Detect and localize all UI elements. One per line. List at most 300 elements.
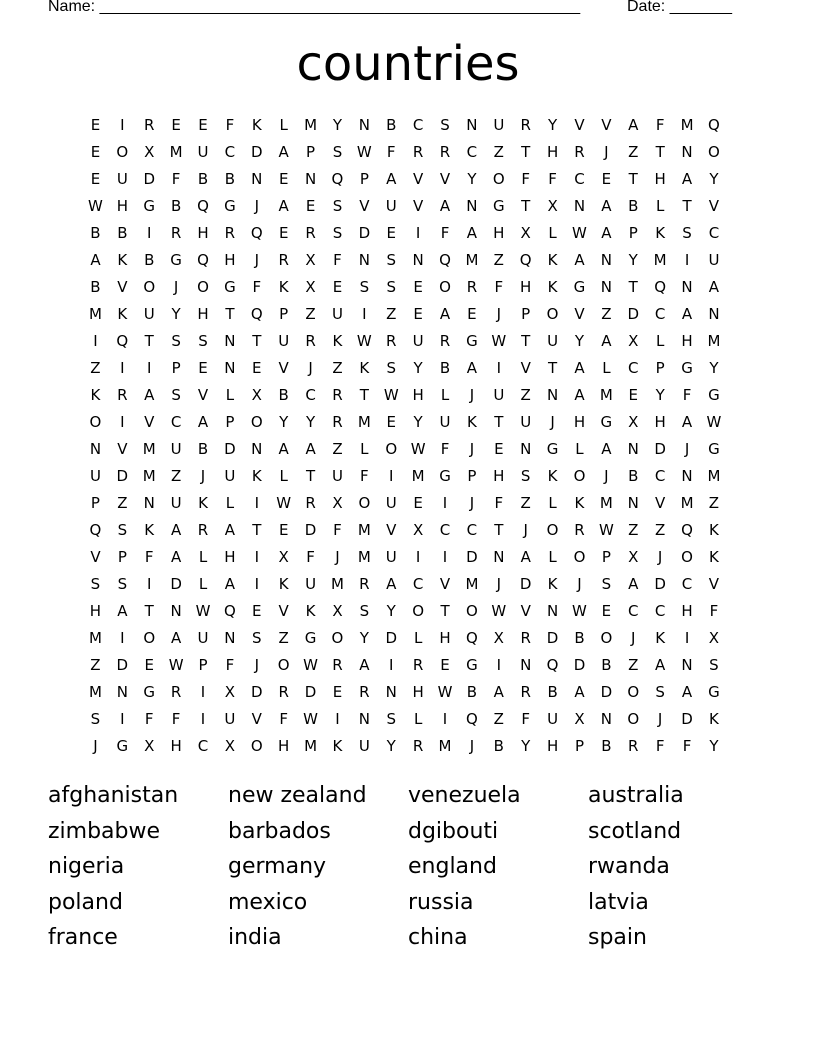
grid-letter: W (356, 332, 372, 350)
grid-letter: M (304, 737, 318, 755)
grid-letter: E (494, 440, 504, 458)
word-list-item: venezuela (408, 783, 521, 808)
grid-letter: A (117, 602, 128, 620)
grid-letter: C (412, 575, 424, 593)
grid-letter: F (682, 386, 692, 404)
grid-letter: P (601, 548, 611, 566)
grid-letter: A (144, 386, 155, 404)
grid-letter: G (224, 278, 236, 296)
grid-letter: Z (493, 251, 504, 269)
grid-letter: J (200, 467, 206, 485)
grid-letter: I (200, 683, 206, 701)
grid-letter: A (655, 656, 666, 674)
grid-letter: S (359, 278, 370, 296)
grid-letter: H (170, 737, 182, 755)
grid-letter: B (197, 440, 209, 458)
grid-letter: S (386, 359, 396, 377)
grid-letter: K (332, 332, 343, 350)
grid-letter: S (520, 467, 531, 485)
grid-letter: F (144, 710, 154, 728)
grid-letter: K (547, 278, 558, 296)
grid-letter: K (117, 251, 128, 269)
grid-letter: B (224, 170, 236, 188)
grid-letter: N (627, 440, 639, 458)
grid-letter: O (627, 710, 640, 728)
grid-letter: B (90, 224, 101, 242)
grid-letter: W (383, 386, 399, 404)
grid-letter: O (573, 548, 586, 566)
grid-letter: B (386, 116, 397, 134)
grid-letter: N (89, 440, 102, 458)
grid-letter: B (117, 224, 128, 242)
grid-letter: D (358, 224, 371, 242)
grid-letter: I (496, 359, 502, 377)
grid-letter: H (197, 305, 209, 323)
grid-letter: A (359, 656, 370, 674)
word-list-item: scotland (588, 818, 682, 844)
grid-letter: N (358, 251, 370, 269)
grid-letter: W (303, 710, 318, 728)
grid-letter: S (252, 629, 262, 647)
grid-letter: E (413, 278, 423, 296)
grid-letter: G (304, 629, 317, 647)
grid-letter: Q (250, 305, 263, 323)
grid-letter: E (198, 359, 208, 377)
grid-letter: F (171, 170, 181, 188)
grid-letter: F (333, 251, 342, 269)
grid-letter: V (413, 170, 424, 188)
grid-letter: U (197, 143, 209, 161)
grid-letter: E (171, 116, 181, 134)
grid-letter: X (305, 278, 316, 296)
grid-letter: U (224, 467, 236, 485)
grid-letter: W (168, 656, 184, 674)
grid-letter: E (332, 278, 343, 296)
grid-letter: C (574, 170, 585, 188)
grid-letter: X (224, 737, 236, 755)
grid-letter: Z (628, 656, 639, 674)
grid-letter: I (147, 575, 152, 593)
grid-letter: T (144, 602, 154, 620)
grid-letter: A (520, 548, 531, 566)
grid-letter: Q (681, 521, 693, 539)
grid-letter: K (547, 467, 558, 485)
grid-letter: H (224, 548, 236, 566)
grid-letter: K (547, 251, 558, 269)
grid-letter: S (171, 332, 181, 350)
grid-letter: H (546, 737, 559, 755)
grid-letter: I (335, 710, 340, 728)
grid-letter: X (520, 224, 531, 242)
grid-letter: H (89, 602, 102, 620)
grid-letter: T (628, 278, 638, 296)
grid-letter: U (170, 440, 182, 458)
grid-letter: Y (467, 170, 477, 188)
grid-letter: Y (305, 413, 316, 431)
grid-letter: Q (197, 197, 209, 215)
grid-letter: T (521, 332, 531, 350)
grid-letter: O (116, 143, 129, 161)
grid-letter: J (93, 737, 98, 755)
grid-letter: M (411, 467, 425, 485)
grid-letter: R (305, 494, 316, 512)
name-field-label: Name: ______________________________________________________ (48, 0, 581, 15)
grid-letter: N (251, 170, 263, 188)
grid-letter: U (520, 413, 532, 431)
grid-letter: D (251, 143, 263, 161)
grid-letter: X (332, 602, 343, 620)
grid-letter: A (628, 575, 639, 593)
grid-letter: F (252, 278, 262, 296)
grid-letter: J (469, 494, 475, 512)
grid-letter: O (143, 629, 156, 647)
grid-letter: K (332, 737, 343, 755)
grid-letter: B (601, 737, 612, 755)
grid-letter: Z (520, 494, 531, 512)
grid-letter: I (147, 359, 152, 377)
grid-letter: V (278, 602, 289, 620)
grid-letter: Z (601, 305, 612, 323)
grid-letter: A (574, 683, 585, 701)
word-list-item: india (228, 925, 282, 951)
grid-letter: N (224, 359, 236, 377)
grid-letter: M (142, 467, 156, 485)
grid-letter: P (225, 413, 235, 431)
grid-letter: K (198, 494, 208, 512)
grid-letter: Z (278, 629, 289, 647)
grid-letter: A (574, 386, 585, 404)
grid-letter: V (574, 116, 585, 134)
grid-letter: N (143, 494, 155, 512)
grid-letter: X (224, 683, 236, 701)
grid-letter: T (252, 521, 262, 539)
grid-letter: T (548, 359, 558, 377)
grid-letter: T (521, 143, 531, 161)
grid-letter: S (709, 656, 719, 674)
grid-letter: X (305, 251, 316, 269)
grid-letter: R (117, 386, 128, 404)
grid-letter: H (278, 737, 290, 755)
grid-letter: C (170, 413, 182, 431)
grid-letter: A (170, 548, 182, 566)
grid-letter: P (467, 467, 477, 485)
grid-letter: G (466, 656, 478, 674)
grid-letter: L (225, 386, 235, 404)
grid-letter: B (547, 683, 558, 701)
grid-letter: T (682, 197, 692, 215)
grid-letter: K (574, 494, 585, 512)
grid-letter: I (362, 305, 367, 323)
grid-letter: F (709, 602, 719, 620)
grid-letter: H (654, 413, 666, 431)
grid-letter: A (681, 683, 693, 701)
word-list-item: rwanda (588, 854, 670, 880)
grid-letter: Y (521, 737, 531, 755)
grid-letter: F (386, 143, 396, 161)
grid-letter: L (602, 359, 611, 377)
grid-letter: B (493, 737, 504, 755)
grid-letter: Z (708, 494, 720, 512)
grid-letter: W (572, 224, 587, 242)
grid-letter: S (90, 710, 101, 728)
grid-letter: R (466, 278, 478, 296)
grid-letter: R (439, 143, 451, 161)
grid-letter: C (439, 521, 451, 539)
grid-letter: U (385, 197, 397, 215)
grid-letter: O (358, 494, 371, 512)
grid-letter: S (171, 386, 181, 404)
letter-grid (82, 112, 727, 760)
grid-letter: G (708, 683, 720, 701)
grid-letter: Y (413, 359, 423, 377)
grid-letter: M (599, 386, 613, 404)
grid-letter: V (359, 197, 370, 215)
grid-letter: A (278, 440, 289, 458)
grid-letter: Q (654, 278, 667, 296)
grid-letter: W (706, 413, 722, 431)
grid-letter: U (170, 494, 182, 512)
grid-letter: B (466, 683, 478, 701)
grid-letter: H (546, 143, 559, 161)
grid-letter: F (306, 548, 315, 566)
grid-letter: H (520, 278, 532, 296)
grid-letter: D (600, 683, 613, 701)
grid-letter: V (117, 440, 128, 458)
grid-letter: B (574, 629, 585, 647)
grid-letter: J (523, 521, 528, 539)
grid-letter: K (305, 602, 316, 620)
grid-letter: F (655, 737, 665, 755)
grid-letter: J (604, 143, 609, 161)
grid-letter: E (332, 683, 343, 701)
grid-letter: A (224, 575, 236, 593)
grid-letter: D (654, 575, 666, 593)
grid-letter: A (493, 683, 504, 701)
grid-letter: M (169, 143, 183, 161)
grid-letter: I (120, 359, 125, 377)
grid-letter: M (653, 251, 667, 269)
grid-letter: N (546, 602, 559, 620)
date-field-label: Date: _______ (627, 0, 732, 15)
grid-letter: K (709, 521, 719, 539)
grid-letter: F (144, 548, 154, 566)
grid-letter: A (278, 143, 289, 161)
grid-letter: H (412, 386, 424, 404)
grid-letter: M (357, 521, 371, 539)
grid-letter: Q (89, 521, 102, 539)
grid-letter: J (496, 575, 502, 593)
grid-letter: I (415, 548, 421, 566)
grid-letter: U (116, 170, 128, 188)
grid-letter: H (681, 332, 693, 350)
grid-letter: G (708, 440, 720, 458)
grid-letter: L (575, 440, 584, 458)
grid-letter: L (225, 494, 235, 512)
grid-letter: E (90, 143, 101, 161)
grid-letter: C (466, 143, 478, 161)
grid-letter: L (413, 710, 423, 728)
grid-letter: O (250, 413, 263, 431)
grid-letter: R (386, 332, 397, 350)
grid-letter: I (684, 629, 690, 647)
grid-letter: Z (628, 143, 639, 161)
grid-letter: Z (493, 143, 504, 161)
grid-letter: H (573, 413, 586, 431)
word-list-item: new zealand (228, 783, 367, 808)
grid-letter: I (389, 656, 394, 674)
grid-letter: G (546, 440, 559, 458)
grid-letter: V (117, 278, 128, 296)
grid-letter: Q (331, 170, 344, 188)
grid-letter: N (304, 170, 317, 188)
grid-letter: B (278, 386, 289, 404)
grid-letter: N (466, 197, 478, 215)
grid-letter: F (360, 467, 369, 485)
grid-letter: V (708, 197, 720, 215)
grid-letter: K (90, 386, 101, 404)
grid-letter: F (548, 170, 557, 188)
grid-letter: P (359, 170, 369, 188)
grid-letter: M (357, 548, 371, 566)
grid-letter: P (198, 656, 208, 674)
grid-letter: H (197, 224, 209, 242)
grid-letter: O (277, 656, 290, 674)
grid-letter: O (492, 170, 505, 188)
grid-letter: Q (197, 251, 209, 269)
word-list-item: mexico (228, 889, 308, 915)
grid-letter: U (385, 494, 397, 512)
grid-letter: I (93, 332, 98, 350)
grid-letter: N (600, 278, 612, 296)
grid-letter: E (440, 656, 450, 674)
grid-letter: Z (520, 386, 531, 404)
grid-letter: E (252, 602, 262, 620)
grid-letter: R (224, 224, 236, 242)
grid-letter: W (491, 332, 507, 350)
grid-letter: F (494, 494, 504, 512)
word-list-item: nigeria (48, 854, 125, 880)
grid-letter: Q (466, 710, 478, 728)
grid-letter: N (681, 143, 693, 161)
grid-letter: U (89, 467, 101, 485)
grid-letter: X (144, 143, 155, 161)
grid-letter: X (628, 413, 639, 431)
grid-letter: V (439, 575, 451, 593)
grid-letter: L (548, 494, 557, 512)
grid-letter: V (439, 170, 451, 188)
grid-letter: M (142, 440, 156, 458)
grid-letter: L (413, 629, 423, 647)
grid-letter: S (117, 521, 128, 539)
grid-letter: W (598, 521, 614, 539)
grid-letter: V (251, 710, 262, 728)
grid-letter: M (707, 467, 721, 485)
grid-letter: W (356, 143, 372, 161)
grid-letter: V (601, 116, 612, 134)
grid-letter: R (520, 683, 531, 701)
grid-letter: A (278, 197, 289, 215)
grid-letter: C (654, 602, 666, 620)
grid-letter: J (496, 305, 502, 323)
grid-letter: O (681, 548, 693, 566)
grid-letter: J (577, 575, 582, 593)
grid-letter: Y (709, 737, 719, 755)
grid-letter: R (170, 224, 182, 242)
grid-letter: O (197, 278, 209, 296)
grid-letter: R (520, 116, 531, 134)
word-list-item: barbados (228, 818, 331, 844)
grid-letter: M (304, 116, 318, 134)
grid-letter: V (520, 602, 531, 620)
grid-letter: B (601, 656, 612, 674)
grid-letter: H (224, 251, 236, 269)
grid-letter: U (547, 710, 559, 728)
grid-letter: J (308, 359, 313, 377)
grid-letter: O (89, 413, 102, 431)
grid-letter: Q (519, 251, 532, 269)
grid-letter: T (494, 413, 504, 431)
grid-letter: I (684, 251, 690, 269)
grid-letter: H (493, 224, 505, 242)
grid-letter: Y (709, 170, 719, 188)
grid-letter: E (198, 116, 208, 134)
grid-letter: W (88, 197, 103, 215)
grid-letter: S (601, 575, 612, 593)
grid-letter: M (88, 683, 102, 701)
grid-letter: L (655, 197, 665, 215)
grid-letter: J (657, 548, 663, 566)
grid-letter: L (548, 224, 557, 242)
grid-letter: E (386, 413, 396, 431)
word-list-item: australia (588, 783, 684, 808)
grid-letter: O (600, 629, 613, 647)
grid-letter: F (333, 521, 342, 539)
grid-letter: X (547, 197, 558, 215)
grid-letter: C (708, 224, 720, 242)
grid-letter: E (252, 359, 262, 377)
grid-letter: T (655, 143, 665, 161)
grid-letter: U (331, 305, 343, 323)
grid-letter: F (440, 224, 450, 242)
grid-letter: V (90, 548, 101, 566)
grid-letter: E (90, 170, 101, 188)
grid-letter: B (144, 251, 155, 269)
grid-letter: D (654, 440, 666, 458)
grid-letter: E (278, 521, 289, 539)
grid-letter: S (198, 332, 208, 350)
grid-letter: D (170, 575, 182, 593)
grid-letter: L (548, 548, 557, 566)
grid-letter: R (412, 656, 424, 674)
grid-letter: Q (546, 656, 559, 674)
grid-letter: X (628, 332, 639, 350)
grid-letter: Z (332, 359, 343, 377)
grid-letter: S (332, 143, 343, 161)
grid-letter: T (521, 197, 531, 215)
grid-letter: F (655, 116, 665, 134)
grid-letter: H (116, 197, 128, 215)
grid-letter: R (359, 575, 370, 593)
grid-letter: Z (628, 521, 639, 539)
grid-letter: P (306, 143, 316, 161)
grid-letter: R (305, 224, 316, 242)
grid-letter: B (90, 278, 101, 296)
grid-letter: D (466, 548, 478, 566)
grid-letter: A (90, 251, 101, 269)
grid-letter: X (628, 548, 639, 566)
grid-letter: K (709, 710, 719, 728)
grid-letter: M (465, 251, 479, 269)
